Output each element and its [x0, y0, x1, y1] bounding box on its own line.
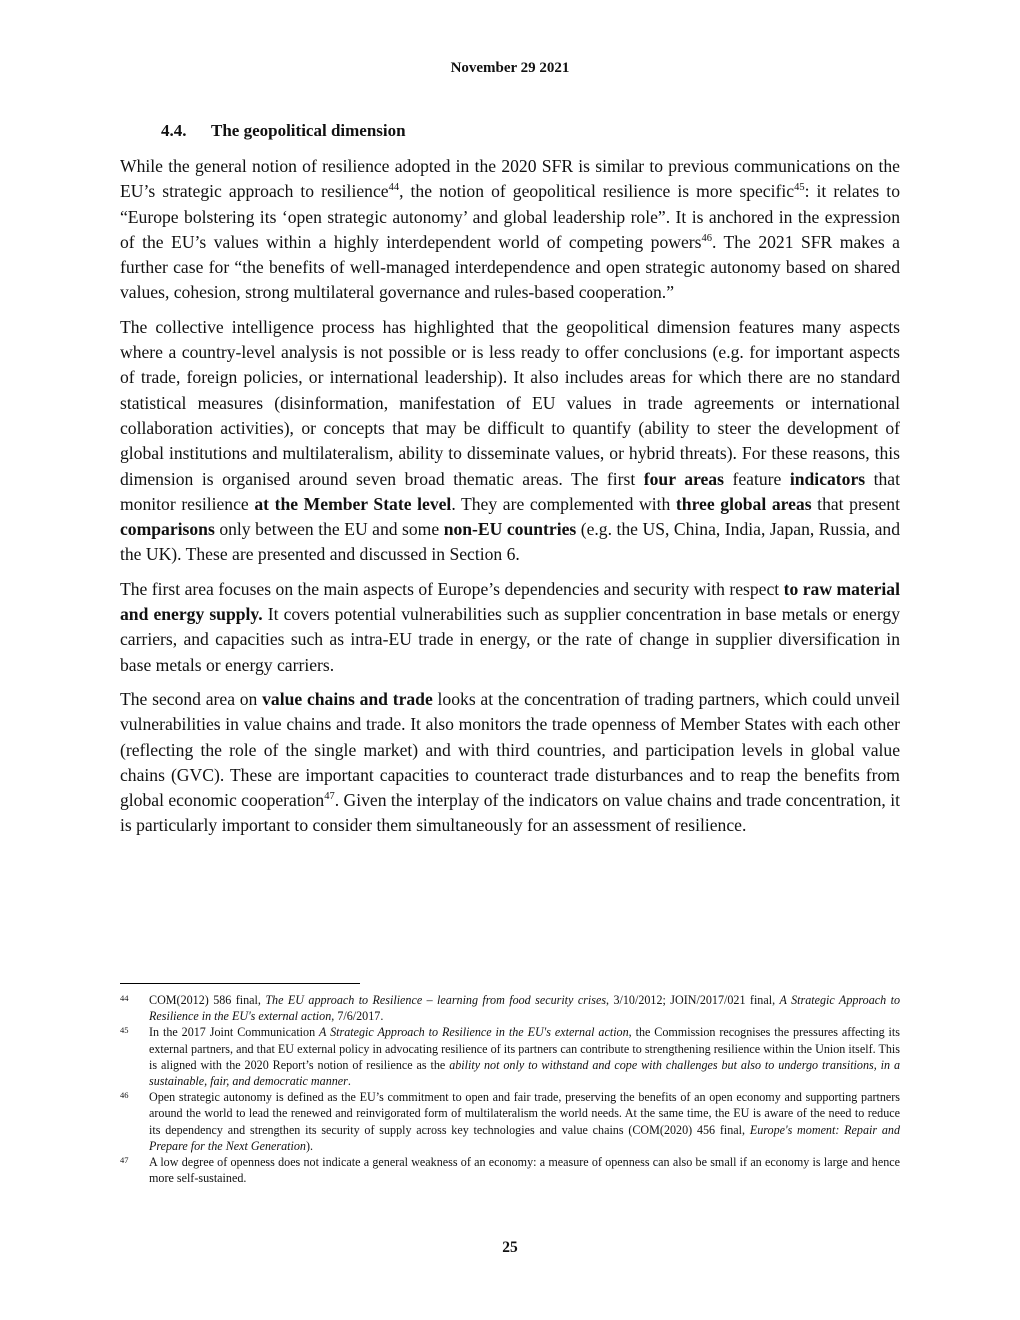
footnote-text — [149, 1154, 900, 1186]
text-run: The collective intelligence process has highlighted that the geopolitical dimension features many aspects where a country-level analysis is not possible or is less ready to offer conclusions (e.g. for important aspects of trade, foreign policies, or international leadership). It also includes areas for which there are no standard statistical measures (disinformation, manifestation of EU values in trade agreements or international collaboration activities), or concepts that may be difficult to quantify (ability to steer the development of global institutions and multilateralism, ability to disseminate values, or hybrid threats). For these reasons, this dimension is organised around seven broad thematic areas. The first — [120, 316, 900, 489]
italic-text: A Strategic Approach to Resilience in the EU's external action — [149, 993, 900, 1024]
italic-text: The EU approach to Resilience – learning from food security crises — [265, 993, 607, 1007]
text-run: It covers potential vulnerabilities such as supplier concentration in base metals or energy carriers, and capacities such as intra-EU trade in energy, or the rate of change in supplier diversification in base metals or energy carriers. — [120, 604, 900, 675]
italic-text: ability not only to withstand and cope with challenges but also to undergo transitions, in a sustainable, fair, and democratic manner — [149, 1057, 900, 1089]
text-run: feature — [723, 468, 790, 489]
text-run: only between the EU and some — [214, 519, 444, 540]
paragraph-collective-intelligence — [120, 315, 900, 568]
body-text — [120, 154, 900, 848]
section-number: 4.4. — [161, 121, 187, 140]
text-run: , the Commission recognises the pressures affecting its external partners, and that EU external policy in advocating resilience of its partners can contribute to strengthening resilience within the Union itself. This is aligned with the 2020 Report’s notion of resilience as the — [149, 1025, 900, 1072]
section-heading — [161, 121, 406, 141]
text-run: (e.g. the US, China, India, Japan, Russia, and the UK). These are presented and discussed in Section 6. — [120, 519, 901, 565]
footnote-mark: 45 — [120, 1025, 129, 1036]
text-run: : it relates to “Europe bolstering its ‘open strategic autonomy’ and global leadership role”. It is anchored in the expression of the EU’s values within a highly interdependent world of competing powers — [120, 181, 900, 252]
text-run: that present — [811, 493, 900, 514]
footnote-separator — [120, 983, 360, 984]
text-run: ). — [305, 1138, 314, 1153]
bold-text: four areas — [643, 468, 724, 489]
text-run: . They are complemented with — [451, 493, 676, 514]
bold-text: value chains and trade — [262, 688, 433, 709]
text-run: In the 2017 Joint Communication — [149, 1025, 320, 1040]
paragraph-geopolitical-resilience — [120, 154, 900, 306]
text-run: . — [347, 1074, 351, 1089]
footnote-text — [149, 992, 900, 1024]
text-run: looks at the concentration of trading partners, which could unveil vulnerabilities in value chains and trade. It also monitors the trade openness of Member States with each other (reflecting the role of the single market) and with third countries, and participation levels in global value chains (GVC). These are important capacities to counteract trade disturbances and to reap the benefits from global economic cooperation — [120, 688, 900, 811]
page-number: 25 — [502, 1239, 518, 1256]
text-run: While the general notion of resilience adopted in the 2020 SFR is similar to previous communications on the EU’s strategic approach to resilience — [120, 156, 900, 202]
italic-text: A Strategic Approach to Resilience in the EU's external action — [319, 1025, 629, 1040]
text-run: , 3/10/2012; JOIN/2017/021 final, — [606, 993, 780, 1007]
footnote-45 — [120, 1024, 900, 1089]
text-run: that monitor resilience — [120, 468, 901, 514]
text-run: The first area focuses on the main aspects of Europe’s dependencies and security with respect — [120, 578, 784, 599]
text-run: , the notion of geopolitical resilience is more specific — [399, 181, 795, 202]
bold-text: non-EU countries — [443, 519, 577, 540]
bold-text: comparisons — [120, 519, 215, 540]
footnote-44 — [120, 992, 900, 1024]
footnotes — [120, 992, 900, 1186]
footnote-text — [149, 1024, 900, 1089]
footnote-ref-47[interactable]: 47 — [324, 791, 335, 803]
text-run: A low degree of openness does not indicate a general weakness of an economy: a measure of openness can also be small if an economy is large and hence more self-sustained. — [149, 1155, 900, 1186]
text-run: , 7/6/2017. — [331, 1009, 384, 1024]
footnote-ref-45[interactable]: 45 — [794, 182, 805, 194]
text-run: Open strategic autonomy is defined as the EU’s commitment to open and fair trade, preserving the benefits of an open economy and supporting partners around the world to lead the renewed and reinvigorated form of multilateralism the world needs. At the same time, the EU is aware of the need to reduce its dependency and strengthen its security of supply across key technologies and value chains (COM(2020) 456 final, — [149, 1090, 900, 1137]
bold-text: three global areas — [675, 493, 812, 514]
footnote-ref-46[interactable]: 46 — [701, 233, 712, 245]
footnote-ref-44[interactable]: 44 — [388, 182, 400, 194]
footnote-text — [149, 1089, 900, 1154]
bold-text: to raw material and energy supply. — [120, 578, 900, 625]
section-title: The geopolitical dimension — [211, 121, 406, 140]
text-run: COM(2012) 586 final, — [149, 993, 266, 1007]
footnote-46 — [120, 1089, 900, 1154]
paragraph-raw-material-energy — [120, 577, 900, 678]
footnote-mark: 47 — [120, 1155, 129, 1166]
text-run: . Given the interplay of the indicators on value chains and trade concentration, it is particularly important to consider them simultaneously for an assessment of resilience. — [120, 790, 900, 836]
bold-text: at the Member State level — [254, 493, 452, 514]
footnote-mark: 44 — [120, 993, 129, 1003]
running-header-date: November 29 2021 — [450, 60, 570, 76]
text-run: The second area on — [120, 688, 263, 709]
bold-text: indicators — [789, 468, 866, 489]
footnote-mark: 46 — [120, 1090, 129, 1101]
italic-text: Europe's moment: Repair and Prepare for the Next Generation — [149, 1122, 900, 1153]
paragraph-value-chains-trade — [120, 687, 900, 839]
footnote-47 — [120, 1154, 900, 1186]
text-run: . The 2021 SFR makes a further case for “the benefits of well-managed interdependence and open strategic autonomy based on shared values, cohesion, strong multilateral governance and rules-based cooperation.” — [120, 231, 900, 303]
